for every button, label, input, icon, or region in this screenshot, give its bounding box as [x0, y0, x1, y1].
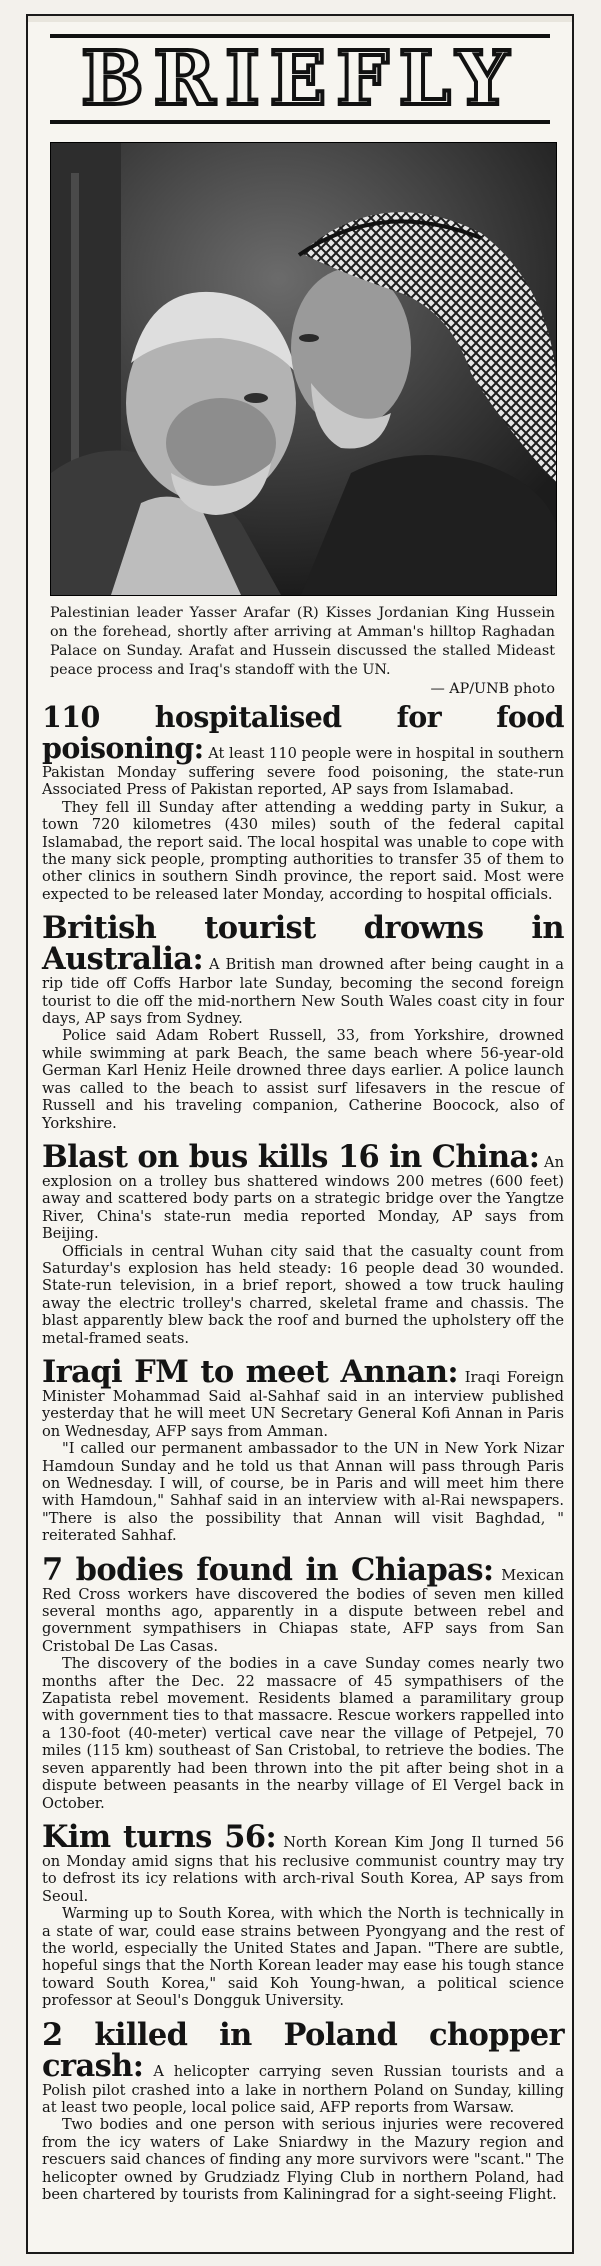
article-headline: 7 bodies found in Chiapas: [42, 1551, 494, 1588]
article-lead: North Korean Kim Jong Il turned 56 on Monday amid signs that his reclusive communist country may try to defrost its icy relations with arch-rival South Korea, AP says from Seoul. [42, 1833, 565, 1905]
article-headline: Iraqi FM to meet Annan: [42, 1353, 459, 1390]
article-headline: 2 killed in Poland chopper crash: [42, 2016, 564, 2084]
article-lead: At least 110 people were in hospital in southern Pakistan Monday suffering severe food poisoning, the state-run Associated Press of Pakistan reported, AP says from Islamabad. [42, 745, 565, 799]
article-lead: A helicopter carrying seven Russian tourists and a Polish pilot crashed into a lake in northern Poland on Sunday, killing at least two people, local police said, AFP reports from Warsaw. [42, 2062, 565, 2116]
article-lead: An explosion on a trolley bus shattered windows 200 metres (600 feet) away and scattered body parts on a strategic bridge over the Yangtze River, China's state-run media reported Monday, AP says from Beijing. [42, 1153, 564, 1243]
article-headline: Blast on bus kills 16 in China: [42, 1138, 540, 1175]
article-paragraph: The discovery of the bodies in a cave Sunday comes nearly two months after the Dec. 22 massacre of 45 sympathisers of the Zapatista rebel movement. Residents blamed a paramilitary group with government ties to that massacre. Rescue workers rappelled into a 130-foot (40-meter) vertical cave near the village of Petpejel, 70 miles (115 km) southeast of San Cristobal, to retrieve the bodies. The seven apparently had been thrown into the pit after being shot in a dispute between peasants in the nearby village of El Vergel back in October. [42, 1655, 564, 1812]
caption-text: Palestinian leader Yasser Arafar (R) Kisses Jordanian King Hussein on the forehead, shortly after arriving at Amman's hilltop Raghadan Palace on Sunday. Arafat and Hussein discussed the stalled Mideast peace process and Iraq's standoff with the UN. [50, 605, 555, 678]
article-food-poisoning [42, 702, 564, 903]
article-headline: British tourist drowns in Australia: [42, 910, 564, 978]
article-headline: Kim turns 56: [42, 1818, 277, 1855]
article-list [42, 702, 564, 2213]
article-lead: A British man drowned after being caught in a rip tide off Coffs Harbor late Sunday, becoming the second foreign tourist to die off the mid-northern New South Wales coast city in four days, AP says from Sydney. [42, 956, 565, 1028]
article-lead: Iraqi Foreign Minister Mohammad Said al-Sahhaf said in an interview published yesterday that he will meet UN Secretary General Kofi Annan in Paris on Wednesday, AFP says from Amman. [42, 1368, 565, 1440]
article-paragraph: Officials in central Wuhan city said that the casualty count from Saturday's explosion has held steady: 16 people dead 30 wounded. State-run television, in a brief report, showed a tow truck hauling away the electric trolley's charred, skeletal frame and chassis. The blast apparently blew back the roof and burned the upholstery off the metal-framed seats. [42, 1242, 564, 1347]
news-photo [50, 142, 557, 596]
article-paragraph: "I called our permanent ambassador to the UN in New York Nizar Hamdoun Sunday and he told us that Annan will pass through Paris on Wednesday. I will, of course, be in Paris and will meet him there with Hamdoun," Sahhaf said in an interview with al-Rai newspapers. "There is also the possibility that Annan will visit Baghdad, " reiterated Sahhaf. [42, 1440, 564, 1545]
article-paragraph: Two bodies and one person with serious injuries were recovered from the icy waters of Lake Sniardwy in the Mazury region and rescuers said chances of finding any more survivors were "scant." The helicopter owned by Grudziadz Flying Club in northern Poland, had been chartered by tourists from Kaliningrad for a sight-seeing Flight. [42, 2116, 564, 2203]
article-lead: Mexican Red Cross workers have discovered the bodies of seven men killed several months ago, apparently in a dispute between rebel and government sympathisers in Chiapas state, AFP says from San Cristobal De Las Casas. [42, 1566, 564, 1655]
article-china-blast [42, 1138, 564, 1347]
top-strip [28, 16, 572, 22]
photo-caption [50, 604, 555, 699]
article-poland-crash [42, 2016, 565, 2204]
article-iraqi-fm [42, 1353, 565, 1545]
article-chiapas [42, 1551, 564, 1812]
article-british-tourist [42, 910, 565, 1132]
article-paragraph: Police said Adam Robert Russell, 33, from Yorkshire, drowned while swimming at park Beach, the same beach where 56-year-old German Karl Heniz Heile drowned three days earlier. A police launch was called to the beach to assist surf lifesavers in the rescue of Russell and his traveling companion, Catherine Boocock, also of Yorkshire. [42, 1027, 564, 1132]
article-paragraph: They fell ill Sunday after attending a wedding party in Sukur, a town 720 kilometres (430 miles) south of the federal capital Islamabad, the report said. The local hospital was unable to cope with the many sick people, prompting authorities to transfer 35 of them to other clinics in southern Sindh province, the report said. Most were expected to be released later Monday, according to hospital officials. [42, 798, 564, 903]
photo-arafat-hussein-icon [51, 143, 556, 595]
article-kim [42, 1818, 565, 2010]
masthead-title: BRIEFLY [81, 36, 519, 122]
newspaper-column [26, 14, 574, 2254]
article-headline: 110 hospitalised for food poisoning: [42, 700, 564, 765]
photo-credit: — AP/UNB photo [430, 681, 555, 697]
article-paragraph: Warming up to South Korea, with which the North is technically in a state of war, could ease strains between Pyongyang and the rest of the world, especially the United States and Japan. "There are subtle, hopeful sings that the North Korean leader may ease his tough stance toward South Korea," said Koh Young-hwan, a political science professor at Seoul's Dongguk University. [42, 1905, 564, 2010]
masthead [50, 34, 550, 124]
